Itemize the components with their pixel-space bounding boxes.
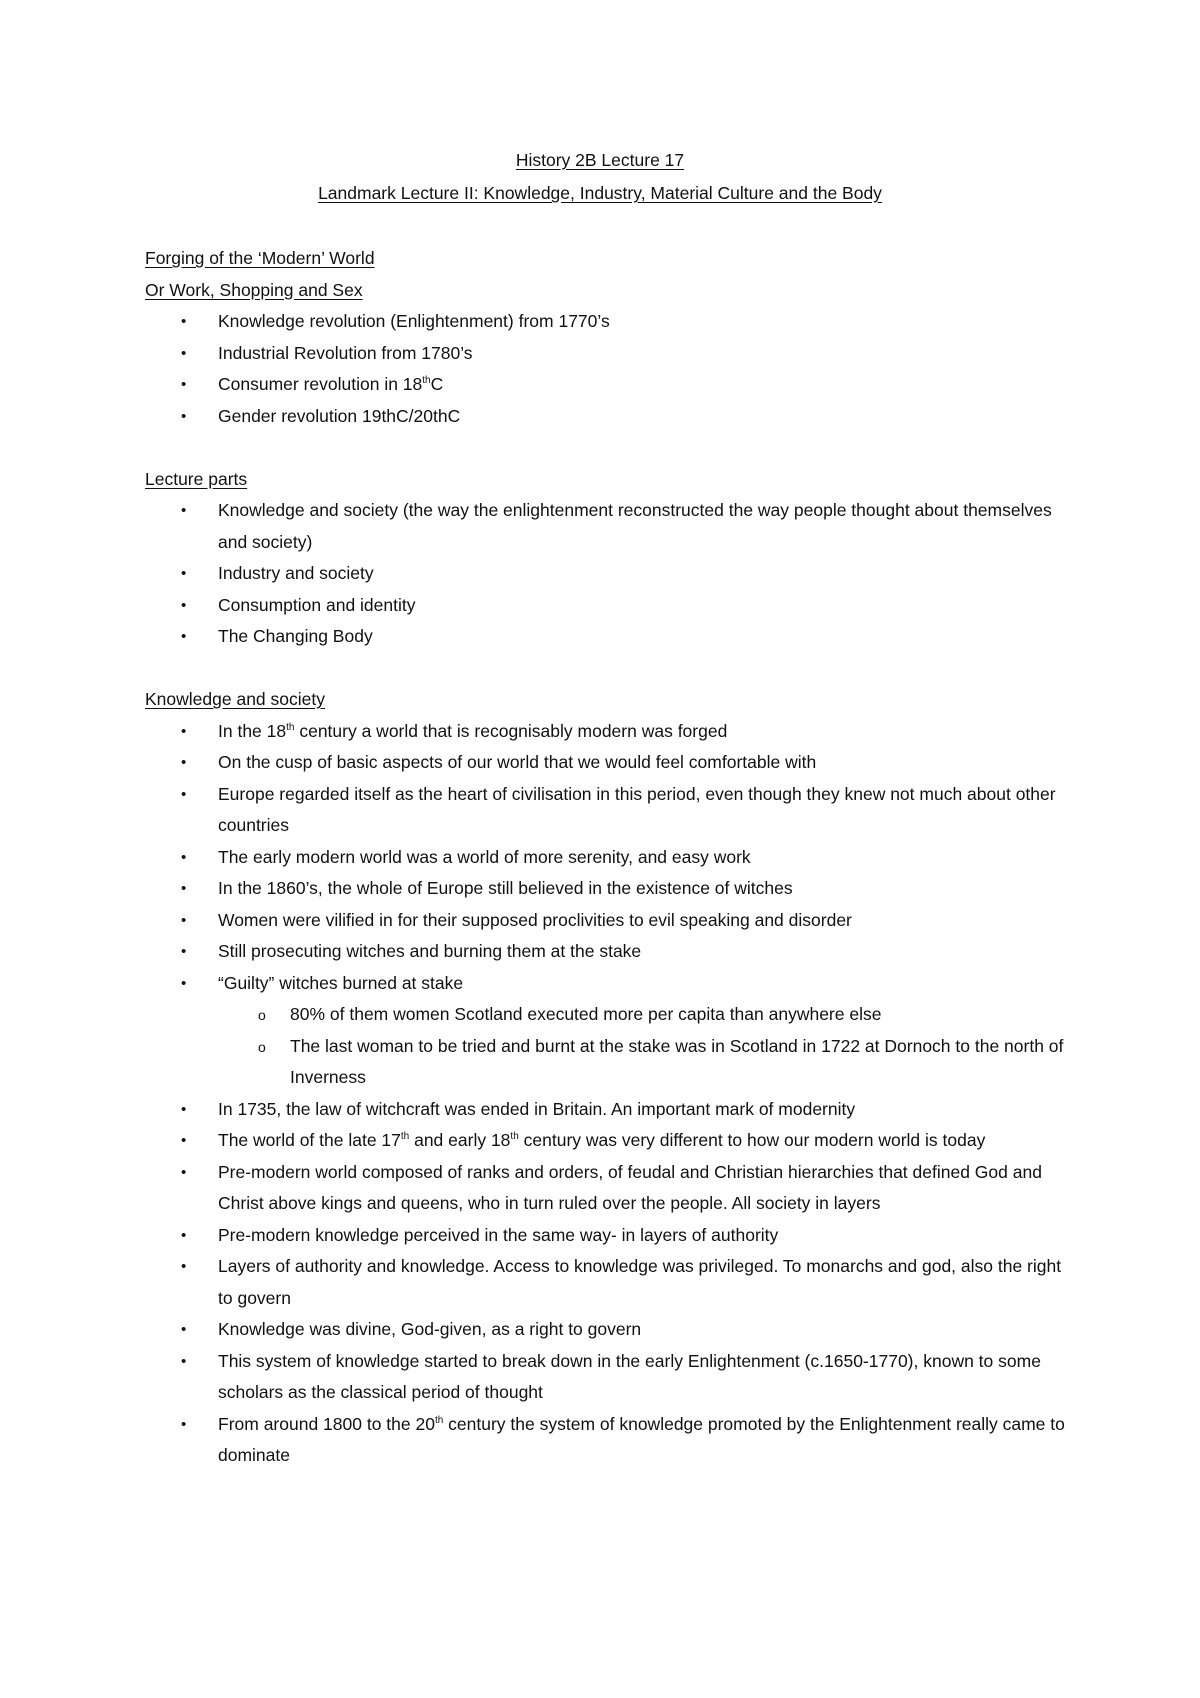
list-item — [145, 1125, 1075, 1157]
list-item — [145, 338, 1075, 370]
sub-list-item-text: The last woman to be tried and burnt at the stake was in Scotland in 1722 at Dornoch to the north of Inverness — [290, 1035, 1064, 1087]
section1-list — [145, 306, 1075, 432]
list-item — [145, 873, 1075, 905]
section2-list — [145, 495, 1075, 653]
bullet-icon: • — [181, 974, 187, 992]
sub-bullet-icon: o — [258, 1007, 266, 1023]
list-item — [145, 1220, 1075, 1252]
sub-list — [145, 999, 1075, 1094]
list-item-text: In 1735, the law of witchcraft was ended in Britain. An important mark of modernity — [218, 1098, 856, 1119]
list-item-text: C — [430, 374, 444, 394]
list-item-text: Europe regarded itself as the heart of civilisation in this period, even though they knew not much about other countries — [218, 783, 1056, 835]
bullet-icon: • — [181, 943, 187, 960]
sub-bullet-icon: o — [258, 1038, 266, 1055]
list-item — [145, 495, 1075, 558]
bullet-icon: • — [181, 1258, 187, 1275]
document-body — [145, 243, 1075, 1472]
section-heading-knowledge-society: Knowledge and society — [145, 689, 325, 709]
bullet-icon: • — [181, 502, 187, 519]
list-item — [145, 401, 1075, 433]
list-item-text: Pre-modern world composed of ranks and orders, of feudal and Christian hierarchies that defined God and Christ above kings and queens, who in turn ruled over the people. All society in layers — [218, 1161, 1042, 1213]
superscript: th — [286, 721, 295, 733]
section-heading-forging: Forging of the ‘Modern’ World — [145, 248, 375, 268]
superscript: th — [400, 1131, 410, 1143]
list-item-text: In the 1860’s, the whole of Europe still believed in the existence of witches — [218, 878, 793, 898]
list-item — [145, 590, 1075, 622]
bullet-icon: • — [181, 1352, 187, 1370]
bullet-icon: • — [181, 1415, 187, 1433]
list-item-text: century was very different to how our modern world is today — [518, 1130, 986, 1150]
list-item-text: In the 18 — [218, 720, 287, 741]
bullet-icon: • — [181, 785, 187, 803]
bullet-icon: • — [181, 313, 187, 330]
list-item — [145, 842, 1075, 874]
superscript: th — [422, 375, 431, 387]
bullet-icon: • — [181, 376, 187, 393]
spacer — [145, 653, 1075, 685]
bullet-icon: • — [181, 596, 187, 614]
bullet-icon: • — [181, 1100, 187, 1118]
list-item-text: Gender revolution 19thC/20thC — [218, 405, 461, 426]
list-item-text: Consumption and identity — [218, 594, 416, 615]
list-item-text: Still prosecuting witches and burning them at the stake — [218, 941, 642, 961]
bullet-icon: • — [181, 344, 187, 362]
list-item-text: Industry and society — [218, 563, 374, 583]
list-item-text: Consumer revolution in 18 — [218, 374, 423, 394]
document-subtitle-text: Landmark Lecture II: Knowledge, Industry, Material Culture and the Body — [318, 183, 882, 203]
list-item — [145, 779, 1075, 842]
list-item-text: The world of the late 17 — [218, 1130, 401, 1150]
list-item-text: century the system of knowledge promoted by the Enlightenment really came to dominate — [218, 1413, 1065, 1465]
list-item — [145, 1094, 1075, 1126]
bullet-icon: • — [181, 565, 187, 582]
bullet-icon: • — [181, 1226, 187, 1244]
list-item-text: From around 1800 to the 20 — [218, 1413, 435, 1434]
list-item — [145, 306, 1075, 338]
list-item-text: Women were vilified in for their supposed proclivities to evil speaking and disorder — [218, 909, 852, 930]
list-item — [145, 747, 1075, 779]
list-item-text: Layers of authority and knowledge. Access to knowledge was privileged. To monarchs and god, also the right to govern — [218, 1256, 1062, 1308]
sub-list-item — [145, 999, 1075, 1031]
list-item — [145, 558, 1075, 590]
list-item — [145, 369, 1075, 401]
bullet-icon: • — [181, 911, 187, 929]
list-item — [145, 968, 1075, 1094]
superscript: th — [434, 1414, 444, 1426]
section-subheading-work-shopping-sex: Or Work, Shopping and Sex — [145, 279, 363, 300]
list-item-text: and early 18 — [409, 1130, 511, 1150]
list-item-text: Pre-modern knowledge perceived in the same way- in layers of authority — [218, 1224, 779, 1245]
list-item-text: This system of knowledge started to break down in the early Enlightenment (c.1650-1770), known to some scholars as the classical period of thought — [218, 1350, 1041, 1402]
list-item — [145, 1346, 1075, 1409]
bullet-icon: • — [181, 722, 187, 740]
bullet-icon: • — [181, 1132, 187, 1149]
list-item-text: Industrial Revolution from 1780’s — [218, 342, 473, 363]
sub-list-item-text: 80% of them women Scotland executed more per capita than anywhere else — [290, 1004, 882, 1024]
bullet-icon: • — [181, 880, 187, 897]
list-item-text: Knowledge revolution (Enlightenment) from 1770’s — [218, 311, 610, 331]
list-item — [145, 905, 1075, 937]
list-item-text: Knowledge and society (the way the enlightenment reconstructed the way people thought about themselves and society) — [218, 500, 1052, 552]
bullet-icon: • — [181, 754, 187, 771]
list-item-text: The Changing Body — [218, 626, 373, 646]
bullet-icon: • — [181, 1163, 187, 1181]
list-item-text: century a world that is recognisably modern was forged — [294, 720, 728, 741]
spacer — [145, 432, 1075, 464]
document-title — [0, 150, 1200, 171]
list-item — [145, 936, 1075, 968]
document-title-text: History 2B Lecture 17 — [515, 150, 685, 170]
list-item — [145, 1314, 1075, 1346]
list-item — [145, 621, 1075, 653]
bullet-icon: • — [181, 1321, 187, 1338]
list-item-text: “Guilty” witches burned at stake — [218, 972, 464, 993]
list-item — [145, 1251, 1075, 1314]
list-item — [145, 1409, 1075, 1472]
section-heading-lecture-parts: Lecture parts — [145, 468, 248, 489]
bullet-icon: • — [181, 628, 187, 645]
list-item — [145, 1157, 1075, 1220]
list-item — [145, 716, 1075, 748]
bullet-icon: • — [181, 407, 187, 425]
document-subtitle — [0, 183, 1200, 204]
sub-list-item — [145, 1031, 1075, 1094]
list-item-text: Knowledge was divine, God-given, as a right to govern — [218, 1319, 642, 1339]
bullet-icon: • — [181, 848, 187, 866]
superscript: th — [510, 1131, 519, 1143]
section3-list — [145, 716, 1075, 1472]
list-item-text: The early modern world was a world of more serenity, and easy work — [218, 846, 751, 867]
list-item-text: On the cusp of basic aspects of our world that we would feel comfortable with — [218, 752, 817, 772]
